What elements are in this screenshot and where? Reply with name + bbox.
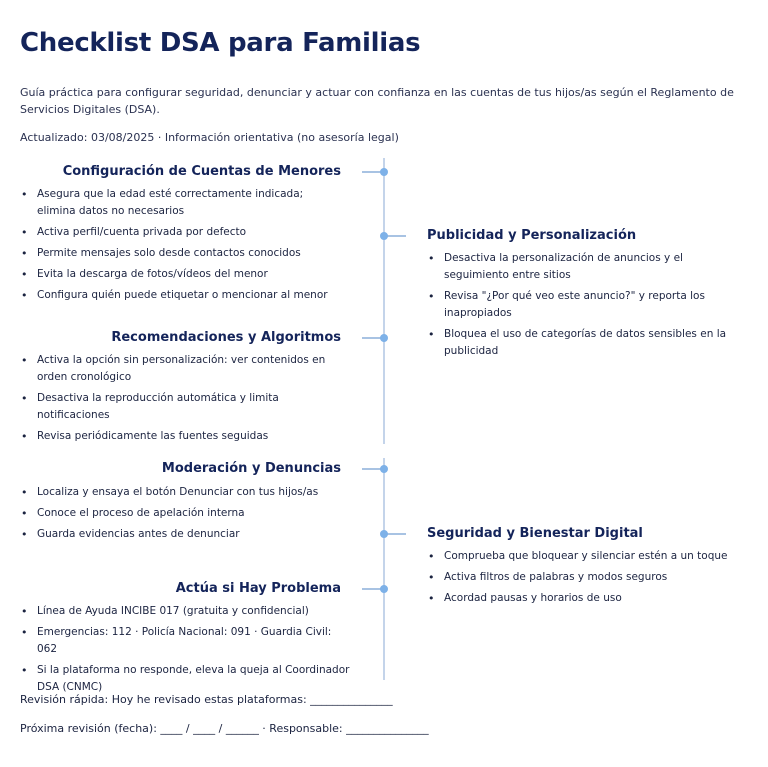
section-list-publicidad [427, 250, 737, 364]
section-list-seguridad [427, 548, 737, 611]
section-list-moderacion [20, 484, 350, 547]
list-item: • Si la plataforma no responde, eleva la queja al Coordinador DSA (CNMC) [20, 662, 350, 696]
section-list-actua [20, 603, 350, 700]
list-item: • Activa la opción sin personalización: ver contenidos en orden cronológico [20, 352, 350, 386]
list-item: • Activa filtros de palabras y modos seguros [427, 569, 737, 586]
list-item: • Desactiva la personalización de anuncios y el seguimiento entre sitios [427, 250, 737, 284]
timeline-dot [380, 334, 388, 342]
timeline-dot [380, 465, 388, 473]
list-item: • Configura quién puede etiquetar o mencionar al menor [20, 287, 340, 304]
section-title-recomendaciones: Recomendaciones y Algoritmos [111, 330, 341, 345]
timeline-line-upper [383, 158, 385, 444]
section-title-actua: Actúa si Hay Problema [175, 581, 341, 596]
list-item: • Acordad pausas y horarios de uso [427, 590, 737, 607]
intro-text: Guía práctica para configurar seguridad, denunciar y actuar con confianza en las cuentas de tus hijos/as según el Reglamento de Servicios Digitales (DSA). [20, 86, 734, 116]
timeline-dot [380, 585, 388, 593]
list-item: • Línea de Ayuda INCIBE 017 (gratuita y confidencial) [20, 603, 350, 620]
next-review-line: Próxima revisión (fecha): ____ / ____ / ______ · Responsable: _______________ [20, 722, 429, 735]
list-item: • Emergencias: 112 · Policía Nacional: 091 · Guardia Civil: 062 [20, 624, 350, 658]
list-item: • Activa perfil/cuenta privada por defecto [20, 224, 340, 241]
list-item: • Revisa periódicamente las fuentes seguidas [20, 428, 350, 445]
list-item: • Comprueba que bloquear y silenciar estén a un toque [427, 548, 737, 565]
list-item: • Conoce el proceso de apelación interna [20, 505, 350, 522]
timeline-dot [380, 530, 388, 538]
section-title-configuracion: Configuración de Cuentas de Menores [62, 164, 341, 179]
list-item: • Asegura que la edad esté correctamente indicada; elimina datos no necesarios [20, 186, 340, 220]
review-line: Revisión rápida: Hoy he revisado estas plataformas: _______________ [20, 693, 393, 706]
list-item: • Desactiva la reproducción automática y limita notificaciones [20, 390, 350, 424]
timeline-dot [380, 168, 388, 176]
section-list-recomendaciones [20, 352, 350, 449]
list-item: • Evita la descarga de fotos/vídeos del menor [20, 266, 340, 283]
page-title: Checklist DSA para Familias [20, 28, 421, 58]
timeline-dot [380, 232, 388, 240]
list-item: • Revisa "¿Por qué veo este anuncio?" y reporta los inapropiados [427, 288, 737, 322]
section-title-seguridad: Seguridad y Bienestar Digital [427, 526, 643, 541]
list-item: • Guarda evidencias antes de denunciar [20, 526, 350, 543]
section-list-configuracion [20, 186, 340, 308]
list-item: • Permite mensajes solo desde contactos conocidos [20, 245, 340, 262]
timeline-line-lower [383, 458, 385, 680]
section-title-publicidad: Publicidad y Personalización [427, 228, 637, 243]
list-item: • Localiza y ensaya el botón Denunciar con tus hijos/as [20, 484, 350, 501]
list-item: • Bloquea el uso de categorías de datos sensibles en la publicidad [427, 326, 737, 360]
section-title-moderacion: Moderación y Denuncias [161, 461, 341, 476]
updated-note: Actualizado: 03/08/2025 · Información orientativa (no asesoría legal) [20, 131, 399, 144]
